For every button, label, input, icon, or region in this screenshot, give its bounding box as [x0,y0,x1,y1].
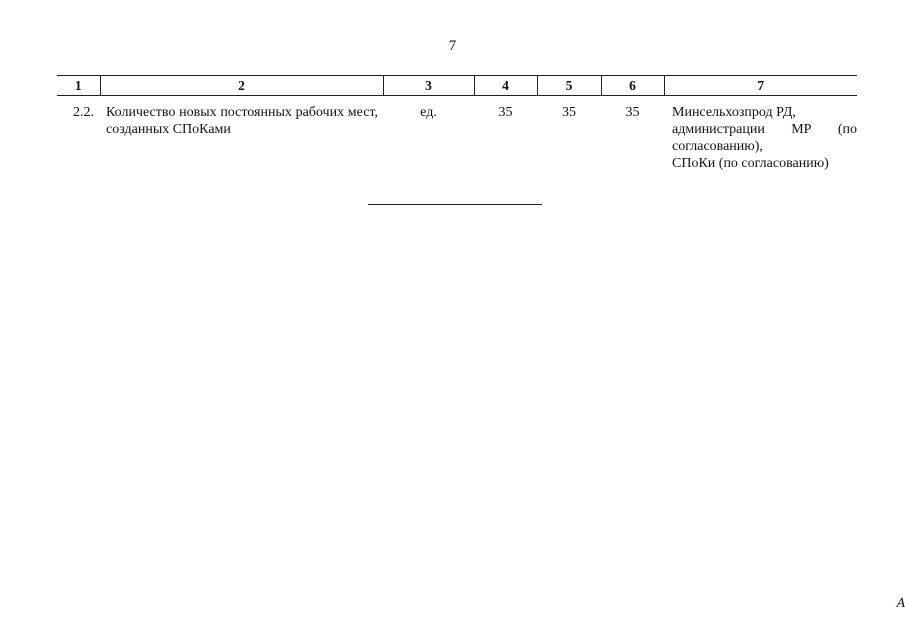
responsible-line-3: СПоКи (по согласованию) [672,156,829,171]
value-cell-3: 35 [625,105,640,120]
indicators-table [57,75,857,172]
responsible-cell [664,96,857,173]
header-col-4: 4 [474,76,537,96]
header-col-1: 1 [57,76,100,96]
corner-mark: А [896,596,905,611]
header-col-3: 3 [383,76,474,96]
table-row [57,96,857,173]
header-col-6: 6 [601,76,664,96]
value-cell-2: 35 [562,105,576,120]
header-col-7: 7 [664,76,857,96]
table-header-row [57,76,857,96]
page-number: 7 [448,38,457,54]
row-number: 2.2. [73,105,94,120]
indicator-name: Количество новых постоянных рабочих мест, созданных СПоКами [106,105,378,137]
responsible-line-2: администрации МР (по согласованию), [672,122,857,154]
value-cell-1: 35 [498,105,513,120]
end-of-table-rule [368,204,542,205]
header-col-5: 5 [537,76,601,96]
unit-cell: ед. [420,105,437,120]
responsible-line-1: Минсельхозпрод РД, [672,105,796,120]
header-col-2: 2 [100,76,383,96]
